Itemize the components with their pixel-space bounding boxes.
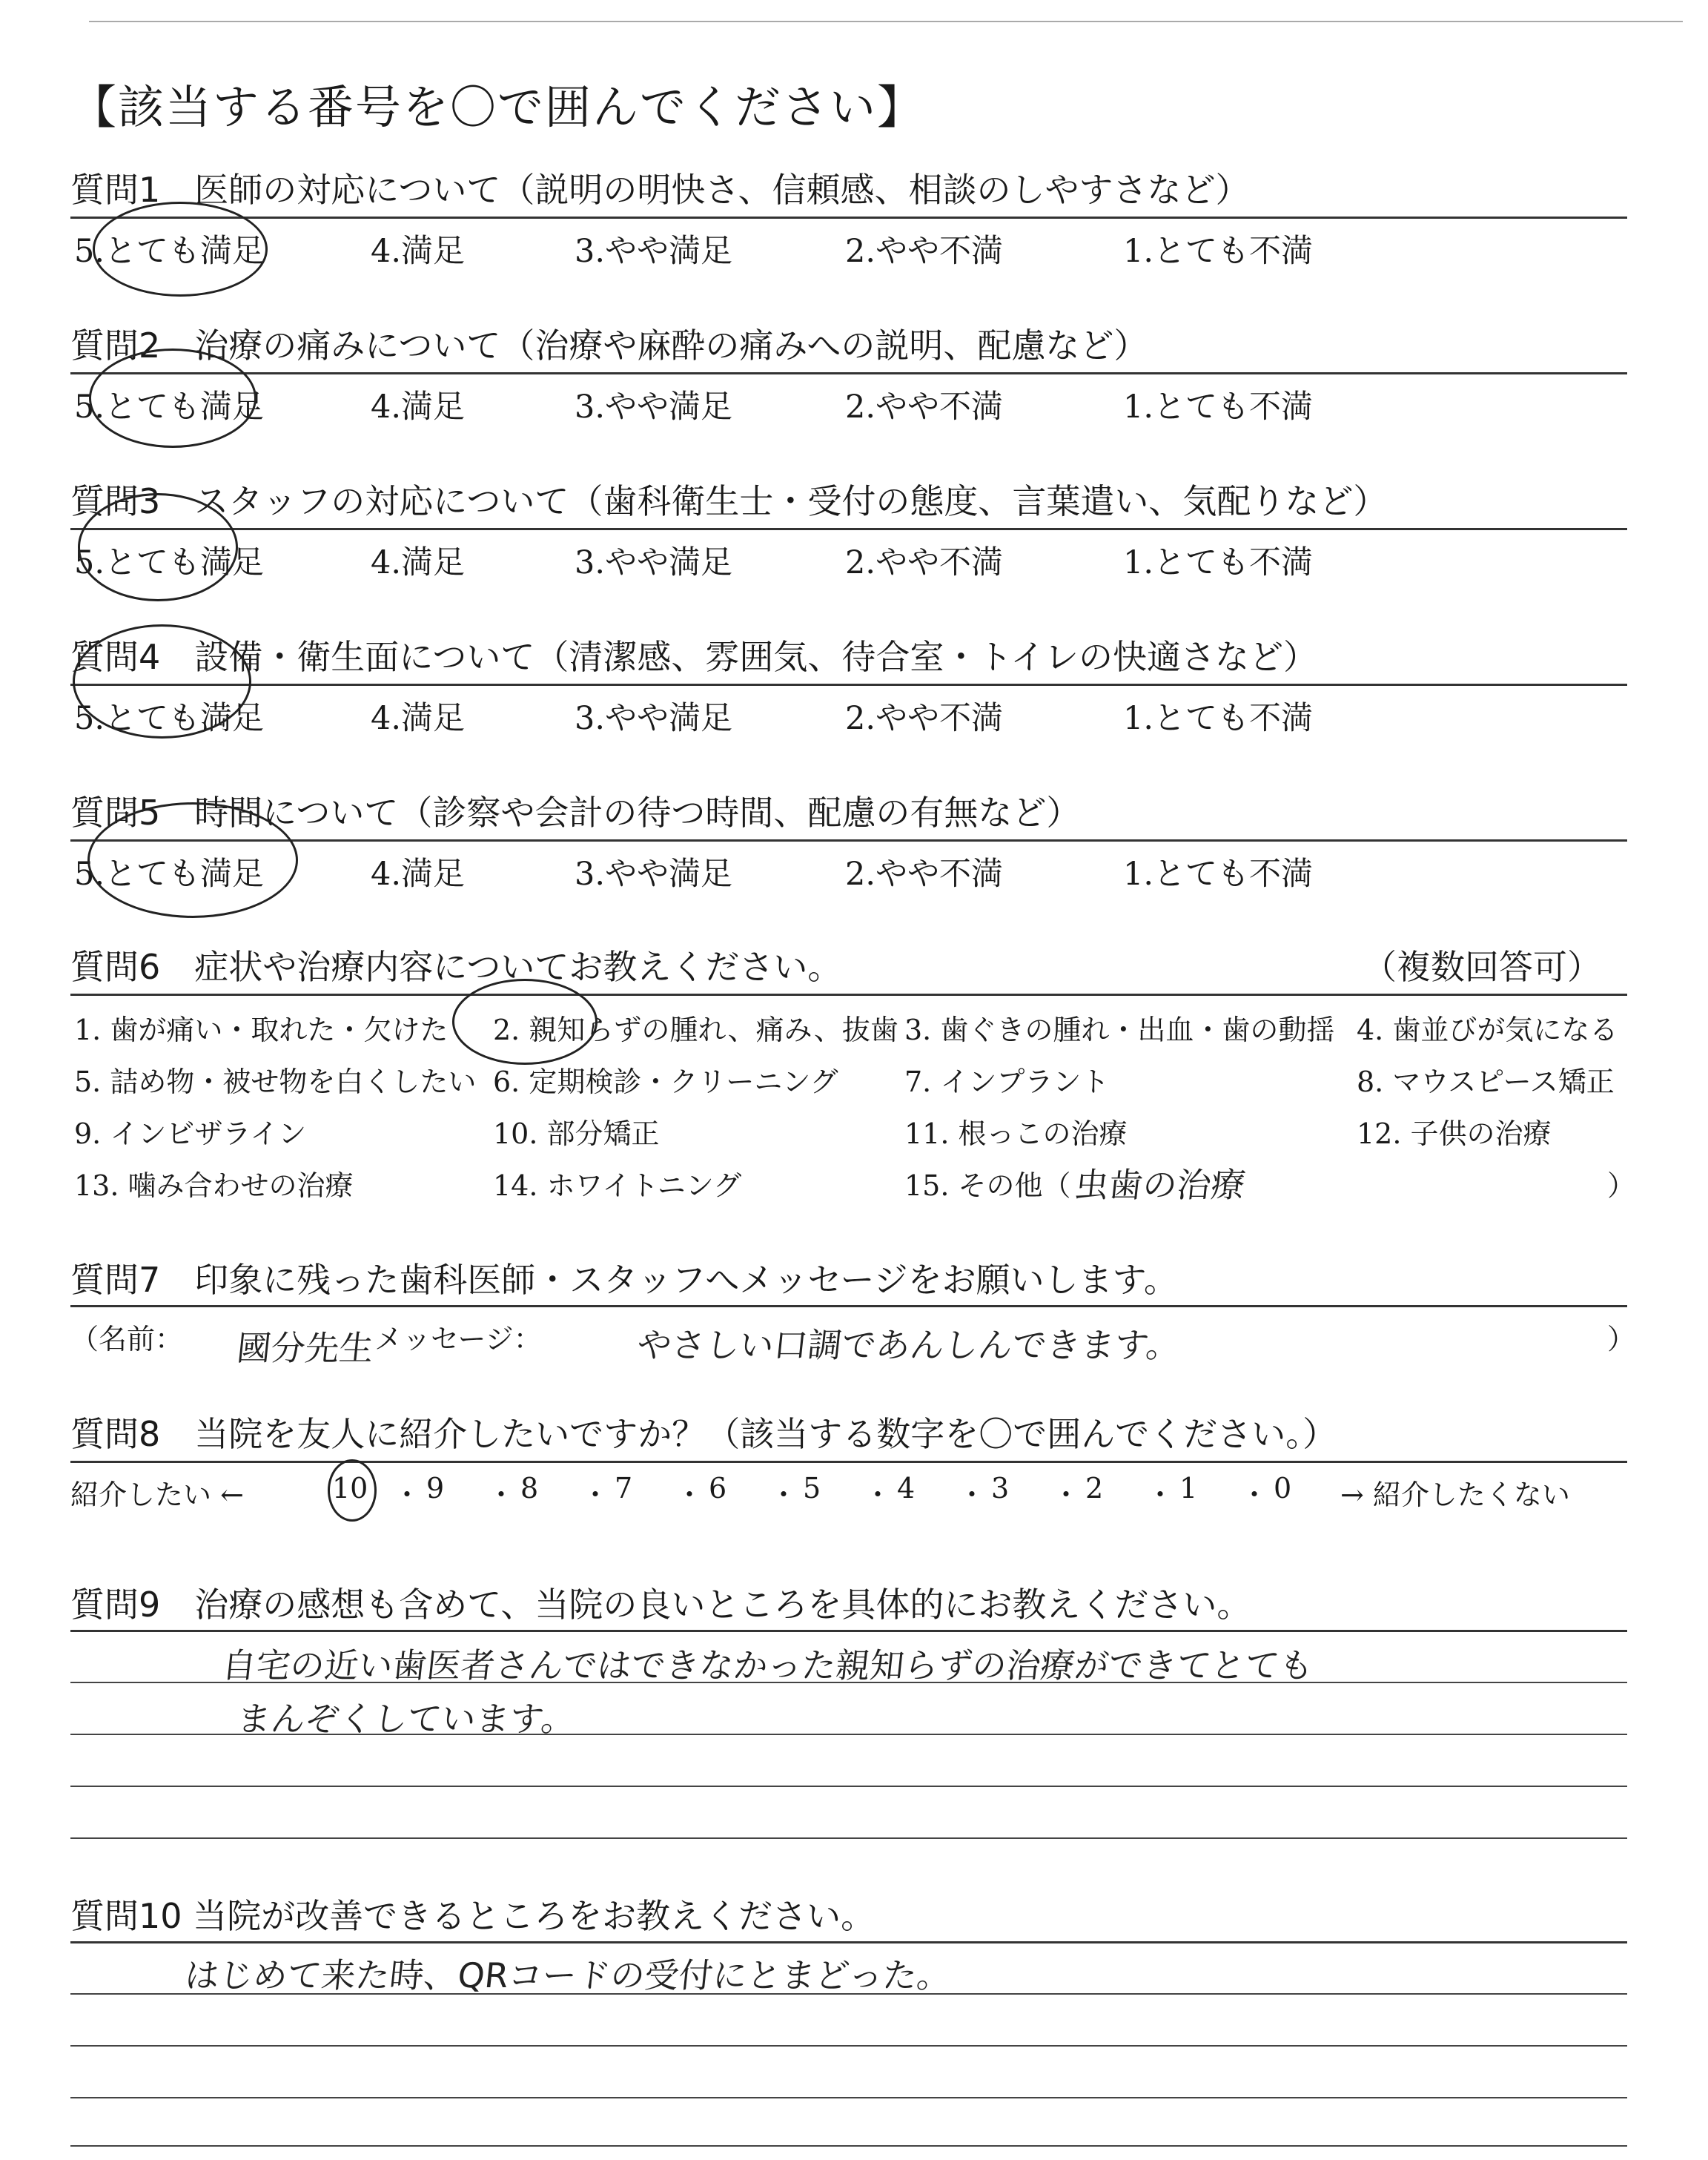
q7-close: ）	[1607, 1323, 1636, 1355]
q1-rule	[70, 217, 1627, 219]
q3-option-1: 1.とても不満	[1123, 544, 1314, 581]
q8-number: 3	[991, 1472, 1010, 1505]
q7-message-handwriting: やさしい口調であんしんできます。	[635, 1325, 1182, 1365]
q8-number: 5	[803, 1472, 821, 1505]
q8-number: 7	[615, 1472, 633, 1505]
q8-heading: 質問8 当院を友人に紹介したいですか？（該当する数字を〇で囲んでください。）	[70, 1414, 1337, 1454]
q8-selection-circle	[328, 1459, 377, 1522]
q3-heading: 質問3 スタッフの対応について（歯科衛生士・受付の態度、言葉遣い、気配りなど）	[70, 481, 1388, 521]
q7-heading: 質問7 印象に残った歯科医師・スタッフへメッセージをお願いします。	[70, 1260, 1178, 1300]
q6-note: （複数回答可）	[1363, 947, 1601, 987]
q5-option-2: 2.やや不満	[845, 856, 1004, 893]
q5-option-3: 3.やや満足	[575, 856, 733, 893]
q4-selection-circle	[73, 624, 251, 739]
q6-item: 4. 歯並びが気になる	[1357, 1014, 1618, 1046]
q10-writing-line	[70, 2145, 1627, 2147]
q3-option-4: 4.満足	[371, 544, 466, 581]
q3-option-3: 3.やや満足	[575, 544, 733, 581]
q1-option-1: 1.とても不満	[1123, 233, 1314, 270]
q10-writing-line	[70, 2097, 1627, 2098]
q6-other-handwriting: 虫歯の治療	[1072, 1165, 1248, 1205]
q8-number: 9	[426, 1472, 445, 1505]
q4-option-2: 2.やや不満	[845, 700, 1004, 737]
q7-name-label: （名前：	[70, 1323, 184, 1355]
q1-option-2: 2.やや不満	[845, 233, 1004, 270]
q8-separator-dot: ・	[487, 1479, 516, 1511]
q9-answer-line: まんぞくしています。	[234, 1699, 577, 1739]
q6-other-close: ）	[1607, 1169, 1636, 1202]
q8-separator-dot: ・	[1052, 1479, 1081, 1511]
q3-rule	[70, 528, 1627, 530]
q4-option-3: 3.やや満足	[575, 700, 733, 737]
q10-heading: 質問10 当院が改善できるところをお教えください。	[70, 1896, 875, 1936]
q6-item: 11. 根っこの治療	[904, 1117, 1128, 1150]
q8-number: 6	[709, 1472, 727, 1505]
q8-number: 10	[332, 1472, 368, 1505]
q10-answer-line: はじめて来た時、QRコードの受付にとまどった。	[182, 1955, 953, 1995]
q2-option-5: 5.とても満足	[74, 389, 265, 426]
q6-item: 1. 歯が痛い・取れた・欠けた	[74, 1014, 448, 1046]
q8-number: 4	[897, 1472, 916, 1505]
q6-item: 7. インプラント	[904, 1066, 1110, 1098]
q3-option-5: 5.とても満足	[74, 544, 265, 581]
q5-heading: 質問5 時間について（診察や会計の待つ時間、配慮の有無など）	[70, 793, 1081, 833]
q2-option-4: 4.満足	[371, 389, 466, 426]
q4-heading: 質問4 設備・衛生面について（清潔感、雰囲気、待合室・トイレの快適さなど）	[70, 637, 1318, 677]
q1-option-4: 4.満足	[371, 233, 466, 270]
q2-rule	[70, 372, 1627, 374]
q8-separator-dot: ・	[1146, 1479, 1175, 1511]
q1-option-3: 3.やや満足	[575, 233, 733, 270]
q8-separator-dot: ・	[675, 1479, 704, 1511]
q9-writing-line	[70, 1837, 1627, 1839]
q6-item: 15. その他（	[904, 1169, 1071, 1202]
q7-message-label: メッセージ：	[374, 1323, 542, 1355]
page-title: 【該当する番号を〇で囲んでください】	[70, 80, 925, 134]
q5-option-5: 5.とても満足	[74, 856, 265, 893]
q10-rule	[70, 1941, 1627, 1943]
scan-edge-line	[89, 21, 1683, 22]
q6-selection-circle	[452, 979, 598, 1065]
q1-selection-circle	[93, 202, 268, 297]
q8-left-label: 紹介したい ←	[70, 1479, 244, 1511]
q10-writing-line	[70, 2045, 1627, 2047]
q6-item: 12. 子供の治療	[1357, 1117, 1552, 1150]
q8-separator-dot: ・	[864, 1479, 893, 1511]
q6-heading: 質問6 症状や治療内容についてお教えください。	[70, 947, 842, 987]
q6-item: 10. 部分矯正	[493, 1117, 660, 1150]
q8-separator-dot: ・	[1240, 1479, 1269, 1511]
q8-number: 1	[1179, 1472, 1198, 1505]
q5-option-4: 4.満足	[371, 856, 466, 893]
q4-rule	[70, 684, 1627, 686]
q7-name-handwriting: 國分先生	[234, 1328, 376, 1368]
q6-item: 8. マウスピース矯正	[1357, 1066, 1615, 1098]
q8-separator-dot: ・	[769, 1479, 798, 1511]
q4-option-4: 4.満足	[371, 700, 466, 737]
q6-item: 9. インビザライン	[74, 1117, 307, 1150]
q6-item: 3. 歯ぐきの腫れ・出血・歯の動揺	[904, 1014, 1335, 1046]
q9-writing-line	[70, 1786, 1627, 1787]
q2-heading: 質問2 治療の痛みについて（治療や麻酔の痛みへの説明、配慮など）	[70, 326, 1148, 366]
q8-number: 2	[1085, 1472, 1104, 1505]
q6-rule	[70, 994, 1627, 996]
q4-option-5: 5.とても満足	[74, 700, 265, 737]
q8-separator-dot: ・	[958, 1479, 987, 1511]
q5-rule	[70, 839, 1627, 842]
q8-number: 0	[1274, 1472, 1292, 1505]
q6-item: 14. ホワイトニング	[493, 1169, 742, 1202]
q1-option-5: 5.とても満足	[74, 233, 265, 270]
q7-rule	[70, 1305, 1627, 1307]
q6-item: 5. 詰め物・被せ物を白くしたい	[74, 1066, 477, 1098]
q2-option-3: 3.やや満足	[575, 389, 733, 426]
q2-option-2: 2.やや不満	[845, 389, 1004, 426]
q8-separator-dot: ・	[393, 1479, 422, 1511]
q9-rule	[70, 1630, 1627, 1632]
q9-answer-line: 自宅の近い歯医者さんではできなかった親知らずの治療ができてとても	[219, 1645, 1316, 1685]
q8-number: 8	[520, 1472, 539, 1505]
q2-option-1: 1.とても不満	[1123, 389, 1314, 426]
q5-option-1: 1.とても不満	[1123, 856, 1314, 893]
q8-right-label: → 紹介したくない	[1340, 1479, 1570, 1511]
q6-item: 13. 噛み合わせの治療	[74, 1169, 354, 1202]
q6-item: 6. 定期検診・クリーニング	[493, 1066, 838, 1098]
q3-option-2: 2.やや不満	[845, 544, 1004, 581]
q3-selection-circle	[78, 493, 238, 601]
q1-heading: 質問1 医師の対応について（説明の明快さ、信頼感、相談のしやすさなど）	[70, 170, 1250, 210]
q2-selection-circle	[89, 349, 256, 448]
q5-selection-circle	[87, 802, 298, 918]
q8-separator-dot: ・	[581, 1479, 610, 1511]
q6-item: 2. 親知らずの腫れ、痛み、抜歯	[493, 1014, 898, 1046]
q4-option-1: 1.とても不満	[1123, 700, 1314, 737]
q9-heading: 質問9 治療の感想も含めて、当院の良いところを具体的にお教えください。	[70, 1585, 1251, 1625]
q8-rule	[70, 1461, 1627, 1463]
